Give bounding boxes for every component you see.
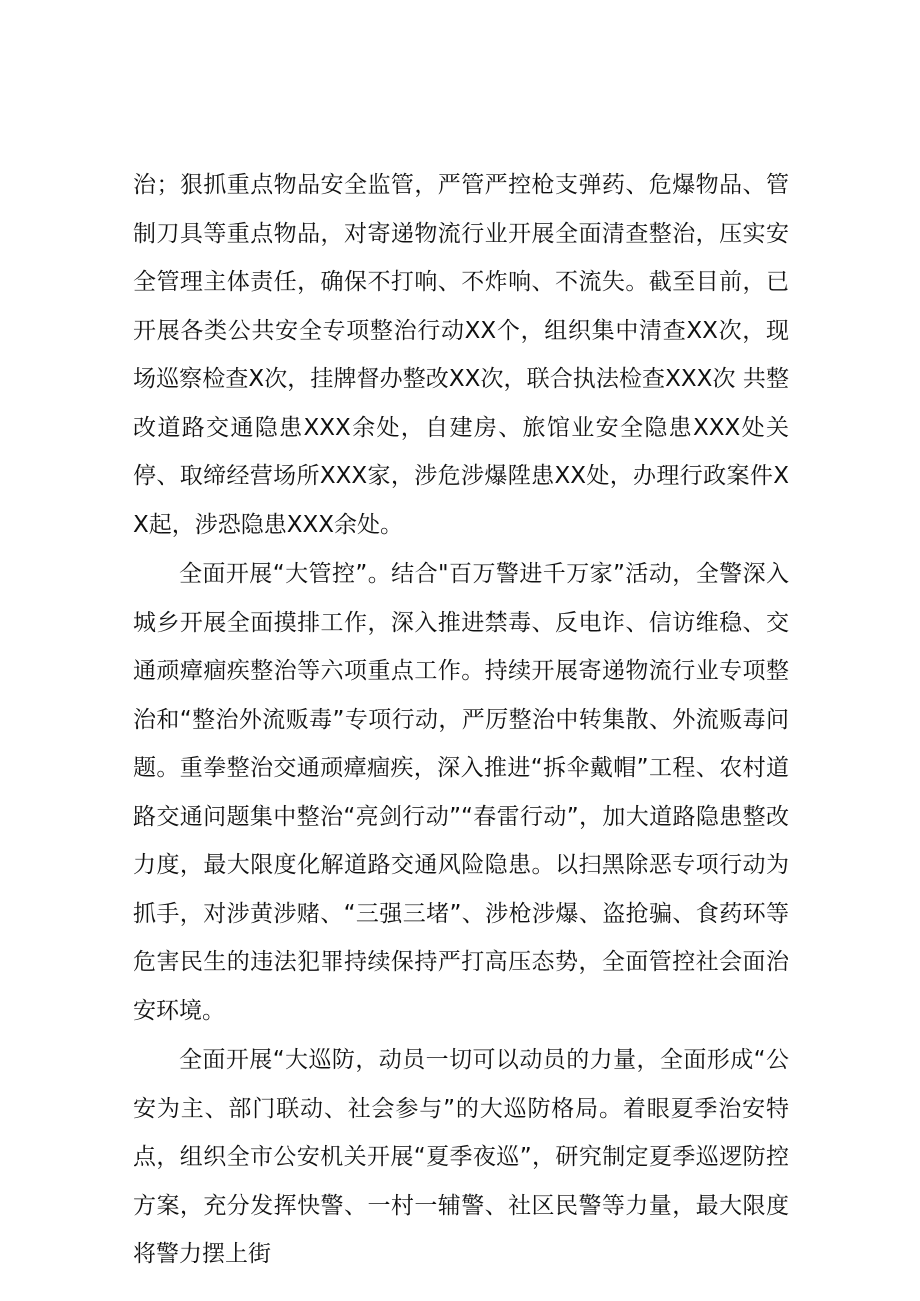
paragraph-3: 全面开展“大巡防，动员一切可以动员的力量，全面形成“公安为主、部门联动、社会参与”的大巡防格局。着眼夏季治安特点，组织全市公安机关开展“夏季夜巡”，研究制定夏季巡逻防控方案，充分发挥快警、一村一辅警、社区民警等力量，最大限度将警力摆上街 [133, 1047, 789, 1267]
paragraph-2: 全面开展“大管控”。结合"百万警进千万家”活动，全警深入城乡开展全面摸排工作，深入推进禁毒、反电诈、信访维稳、交通顽瘴痼疾整治等六项重点工作。持续开展寄递物流行业专项整治和“整治外流贩毒”专项行动，严厉整治中转集散、外流贩毒问题。重拳整治交通顽瘴痼疾，深入推进“拆伞戴帽”工程、农村道路交通问题集中整治“亮剑行动”“春雷行动”，加大道路隐患整改力度，最大限度化解道路交通风险隐患。以扫黑除恶专项行动为抓手，对涉黄涉赌、“三强三堵”、涉枪涉爆、盗抢骗、食药环等危害民生的违法犯罪持续保持严打高压态势，全面管控社会面治安环境。 [133, 561, 789, 1024]
paragraph-1: 治；狠抓重点物品安全监管，严管严控枪支弹药、危爆物品、管制刀具等重点物品，对寄递物流行业开展全面清查整治，压实安全管理主体责任，确保不打响、不炸响、不流失。截至目前，已开展各类公共安全专项整治行动XX个，组织集中清查XX次，现场巡察检查X次，挂牌督办整改XX次，联合执法检查XXX次 共整改道路交通隐患XXX余处，自建房、旅馆业安全隐患XXX处关停、取缔经营场所XXX家，涉危涉爆陞患XX处，办理行政案件XX起，涉恐隐患XXX余处。 [133, 172, 789, 538]
body-text [133, 161, 789, 1279]
